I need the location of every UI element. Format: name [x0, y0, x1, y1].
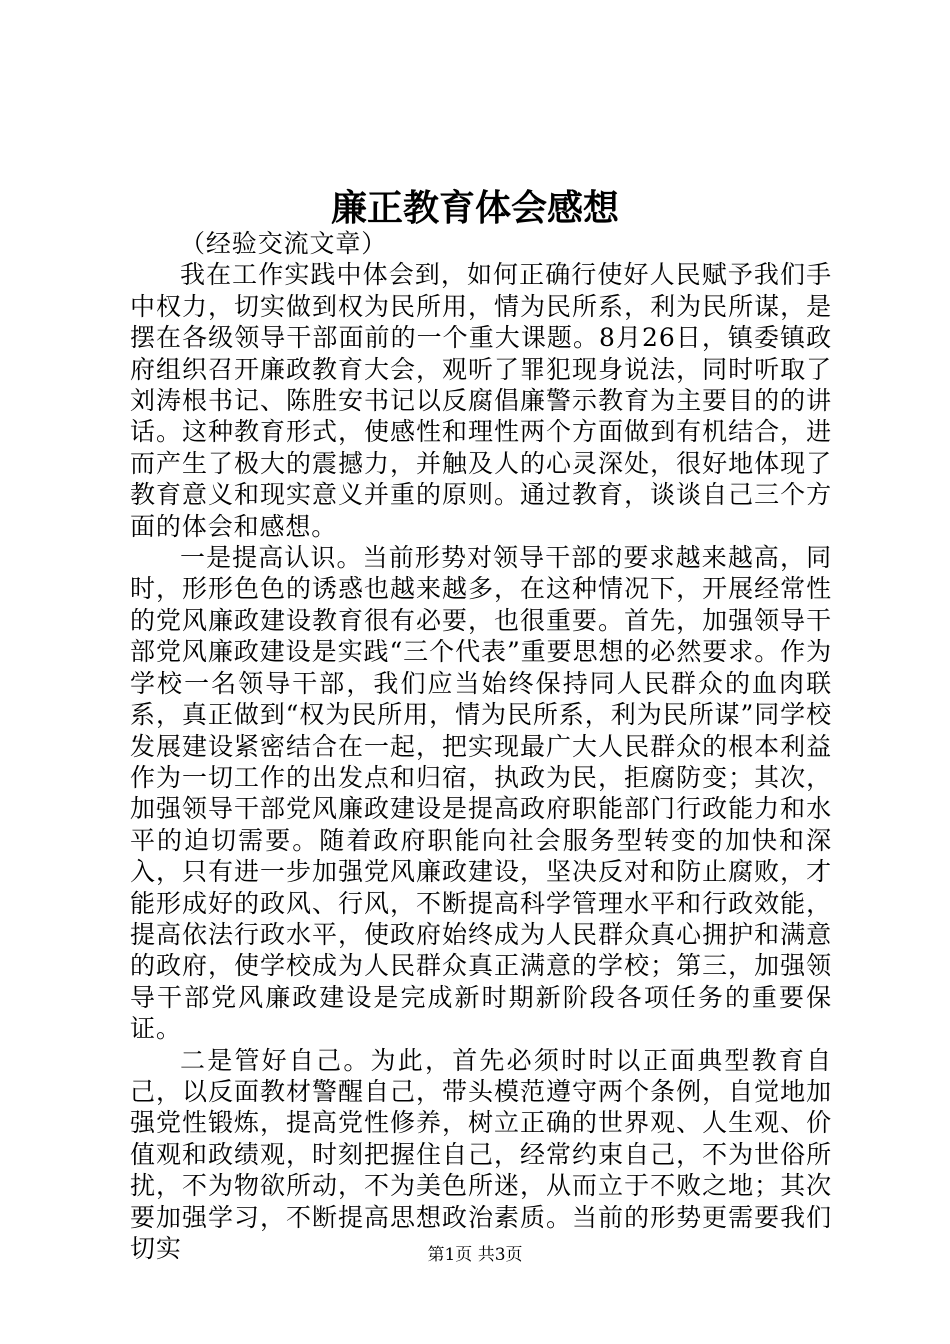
section-one-paragraph: 一是提高认识。当前形势对领导干部的要求越来越高，同时，形形色色的诱惑也越来越多，在这种情况下，开展经常性的党风廉政建设教育很有必要，也很重要。首先，加强领导干部党风廉政建设是实践“三个代表”重要思想的必然要求。作为学校一名领导干部，我们应当始终保持同人民群众的血肉联系，真正做到“权为民所用，情为民所系，利为民所谋”同学校发展建设紧密结合在一起，把实现最广大人民群众的根本利益作为一切工作的出发点和归宿，执政为民，拒腐防变；其次，加强领导干部党风廉政建设是提高政府职能部门行政能力和水平的迫切需要。随着政府职能向社会服务型转变的加快和深入，只有进一步加强党风廉政建设，坚决反对和防止腐败，才能形成好的政风、行风，不断提高科学管理水平和行政效能，提高依法行政水平，使政府始终成为人民群众真心拥护和满意的政府，使学校成为人民群众真正满意的学校；第三，加强领导干部党风廉政建设是完成新时期新阶段各项任务的重要保证。 [130, 543, 832, 1044]
section-two-paragraph: 二是管好自己。为此，首先必须时时以正面典型教育自己，以反面教材警醒自己，带头模范遵守两个条例，自觉地加强党性锻炼，提高党性修养，树立正确的世界观、人生观、价值观和政绩观，时刻把握住自己，经常约束自己，不为世俗所扰，不为物欲所动，不为美色所迷，从而立于不败之地；其次要加强学习，不断提高思想政治素质。当前的形势更需要我们切实 [130, 1045, 832, 1263]
subtitle-paragraph: （经验交流文章） [180, 229, 388, 258]
page-number-footer: 第1页 共3页 [427, 1245, 523, 1265]
intro-paragraph: 我在工作实践中体会到，如何正确行使好人民赋予我们手中权力，切实做到权为民所用，情为民所系，利为民所谋，是摆在各级领导干部面前的一个重大课题。8月26日，镇委镇政府组织召开廉政教育大会，观听了罪犯现身说法，同时听取了刘涛根书记、陈胜安书记以反腐倡廉警示教育为主要目的的讲话。这种教育形式，使感性和理性两个方面做到有机结合，进而产生了极大的震撼力，并触及人的心灵深处，很好地体现了教育意义和现实意义并重的原则。通过教育，谈谈自己三个方面的体会和感想。 [130, 260, 832, 541]
document-body [130, 228, 832, 1264]
document-title: 廉正教育体会感想 [330, 187, 619, 229]
